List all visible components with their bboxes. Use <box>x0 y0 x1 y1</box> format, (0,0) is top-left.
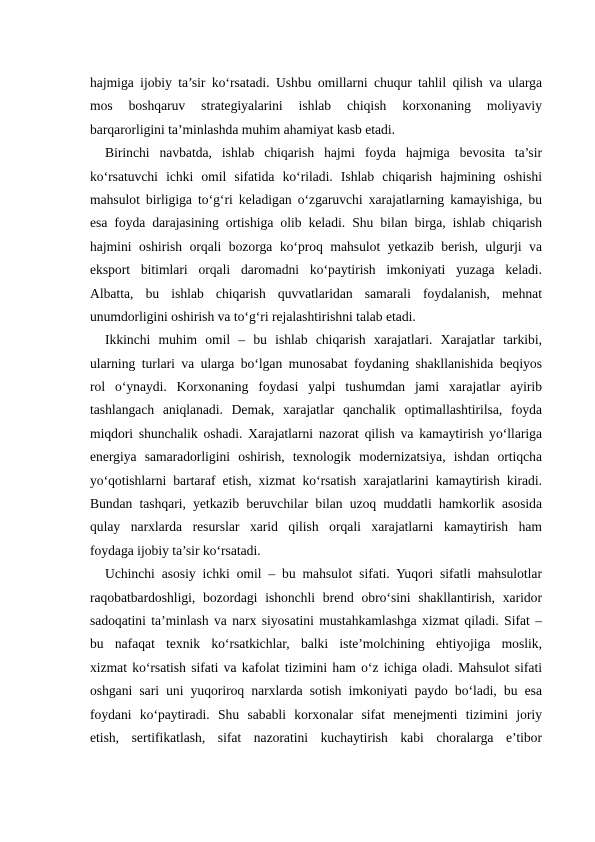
text-line: ularning turlari va ularga bo‘lgan munosabat foydaning shakllanishida beqiyos <box>90 355 542 371</box>
text-line: Birinchi navbatda, ishlab chiqarish hajmi foyda hajmiga bevosita ta’sir <box>105 145 542 161</box>
text-line: foydaga ijobiy ta’sir ko‘rsatadi. <box>90 542 261 558</box>
text-line: Ikkinchi muhim omil – bu ishlab chiqarish xarajatlari. Xarajatlar tarkibi, <box>105 332 542 348</box>
text-line: unumdorligini oshirish va to‘g‘ri rejalashtirishni talab etadi. <box>90 308 416 324</box>
paragraph <box>90 328 542 562</box>
paragraph <box>90 141 542 328</box>
text-line: bu nafaqat texnik ko‘rsatkichlar, balki iste’molchining ehtiyojiga moslik, <box>90 636 542 652</box>
text-line: yo‘qotishlarni bartaraf etish, xizmat ko‘rsatish xarajatlarini kamaytirish kiradi. <box>90 472 542 488</box>
text-line: sadoqatini ta’minlash va narx siyosatini mustahkamlashga xizmat qiladi. Sifat – <box>90 612 542 628</box>
text-line: xizmat ko‘rsatish sifati va kafolat tizimini ham o‘z ichiga oladi. Mahsulot sifati <box>90 659 542 675</box>
document-page <box>90 71 542 749</box>
text-line: Bundan tashqari, yetkazib beruvchilar bilan uzoq muddatli hamkorlik asosida <box>90 496 542 512</box>
text-line: mahsulot birligiga to‘g‘ri keladigan o‘zgaruvchi xarajatlarning kamayishiga, bu <box>90 191 542 207</box>
text-line: barqarorligini ta’minlashda muhim ahamiyat kasb etadi. <box>90 121 396 137</box>
text-line: raqobatbardoshligi, bozordagi ishonchli brend obro‘sini shakllantirish, xaridor <box>90 589 542 605</box>
text-line: hajmiga ijobiy ta’sir ko‘rsatadi. Ushbu omillarni chuqur tahlil qilish va ularga <box>90 75 542 90</box>
text-line: qulay narxlarda resurslar xarid qilish orqali xarajatlarni kamaytirish ham <box>90 519 542 535</box>
text-line: esa foyda darajasining ortishiga olib keladi. Shu bilan birga, ishlab chiqarish <box>90 215 542 231</box>
text-line: oshgani sari uni yuqoriroq narxlarda sotish imkoniyati paydo bo‘ladi, bu esa <box>90 683 542 699</box>
paragraph <box>90 562 542 749</box>
text-line: etish, sertifikatlash, sifat nazoratini kuchaytirish kabi choralarga e’tibor <box>90 729 542 745</box>
text-line: rol o‘ynaydi. Korxonaning foydasi yalpi tushumdan jami xarajatlar ayirib <box>90 379 542 395</box>
text-line: hajmini oshirish orqali bozorga ko‘proq mahsulot yetkazib berish, ulgurji va <box>90 238 542 254</box>
text-line: eksport bitimlari orqali daromadni ko‘paytirish imkoniyati yuzaga keladi. <box>90 262 542 278</box>
text-line: tashlangach aniqlanadi. Demak, xarajatlar qanchalik optimallashtirilsa, foyda <box>90 402 542 418</box>
paragraph <box>90 71 542 141</box>
text-line: mos boshqaruv strategiyalarini ishlab chiqish korxonaning moliyaviy <box>90 98 542 114</box>
text-line: foydani ko‘paytiradi. Shu sababli korxonalar sifat menejmenti tizimini joriy <box>90 706 542 722</box>
text-line: Uchinchi asosiy ichki omil – bu mahsulot sifati. Yuqori sifatli mahsulotlar <box>105 566 542 582</box>
text-line: Albatta, bu ishlab chiqarish quvvatlaridan samarali foydalanish, mehnat <box>90 285 542 301</box>
text-line: miqdori shunchalik oshadi. Xarajatlarni nazorat qilish va kamaytirish yo‘llariga <box>90 425 542 441</box>
text-line: energiya samaradorligini oshirish, texnologik modernizatsiya, ishdan ortiqcha <box>90 449 542 465</box>
text-line: ko‘rsatuvchi ichki omil sifatida ko‘riladi. Ishlab chiqarish hajmining oshishi <box>90 168 542 184</box>
